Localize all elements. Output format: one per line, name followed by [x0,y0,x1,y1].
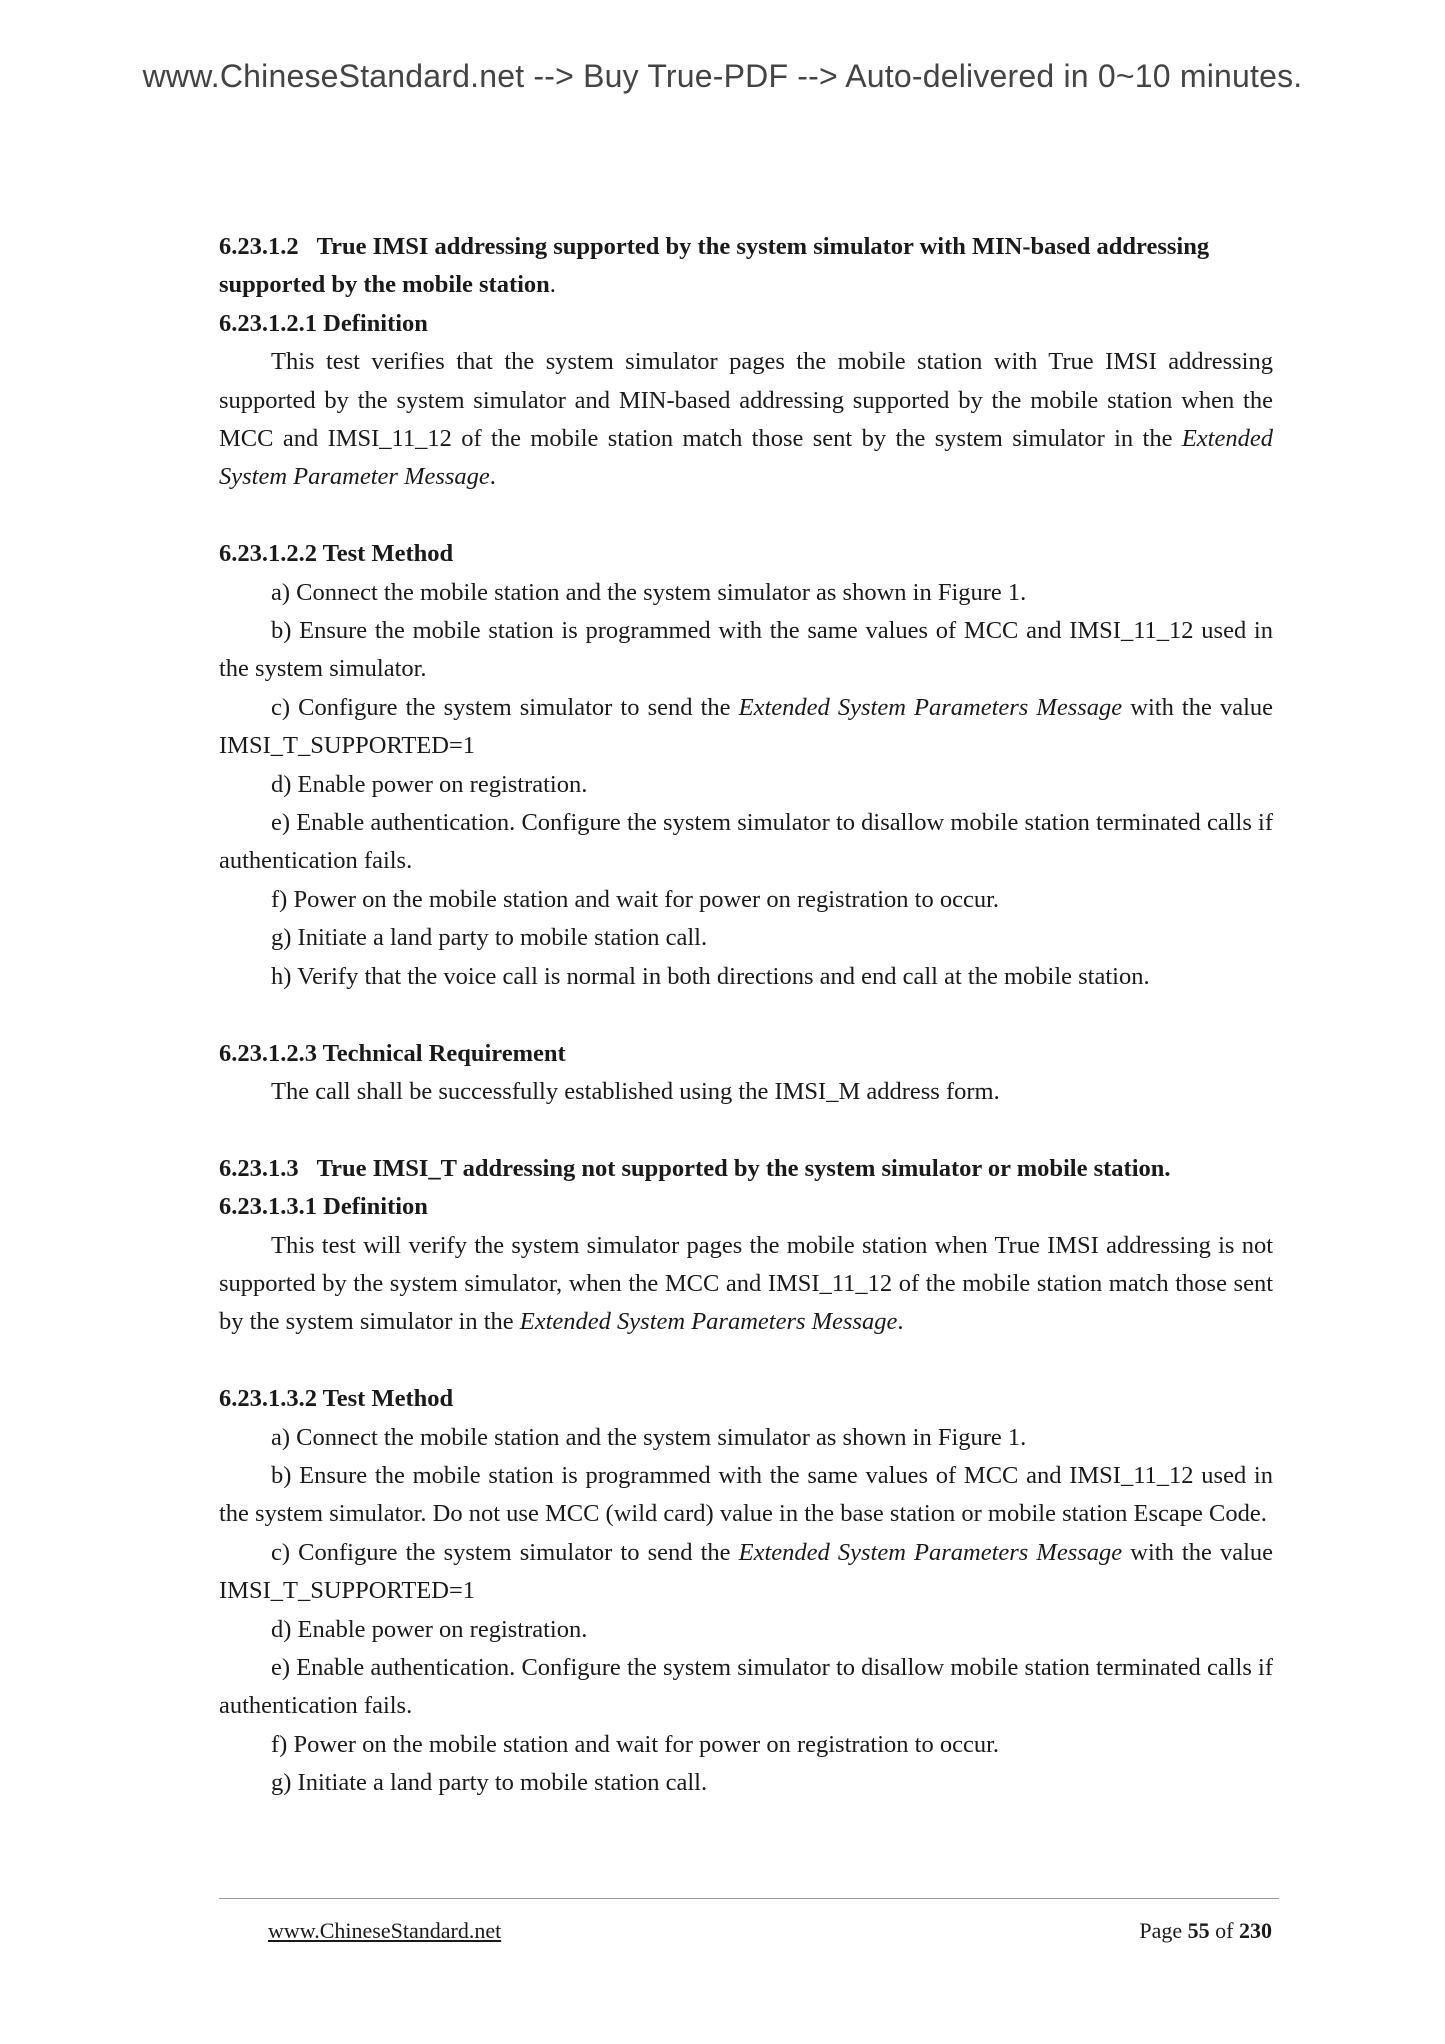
section-heading-6-23-1-2: 6.23.1.2 True IMSI addressing supported by the system simulator with MIN-based addressing supported by the mobile station. [219,233,1210,299]
step-h: h) Verify that the voice call is normal in both directions and end call at the mobile station. [271,962,1150,990]
header-banner: www.ChineseStandard.net --> Buy True-PDF --> Auto-delivered in 0~10 minutes. [142,58,1303,94]
definition-paragraph: This test verifies that the system simulator pages the mobile station with True IMSI addressing supported by the system simulator and MIN-based addressing supported by the mobile station when the MCC and IMSI_11_12 of the mobile station match those sent by the system simulator in the Extended System Parameter Message. [219,348,1273,491]
subheading-definition-2: 6.23.1.3.1 Definition [219,1193,428,1221]
step-f-2: f) Power on the mobile station and wait for power on registration to occur. [271,1730,1000,1758]
step-g: g) Initiate a land party to mobile station call. [271,924,708,952]
step-g-2: g) Initiate a land party to mobile station call. [271,1769,708,1797]
step-c-2: c) Configure the system simulator to send the Extended System Parameters Message with the value IMSI_T_SUPPORTED=1 [219,1538,1274,1605]
step-d-2: d) Enable power on registration. [271,1615,588,1643]
definition-paragraph-2: This test will verify the system simulator pages the mobile station when True IMSI addressing is not supported by the system simulator, when the MCC and IMSI_11_12 of the mobile station match those sent by the system simulator in the Extended System Parameters Message. [219,1231,1273,1336]
step-b: b) Ensure the mobile station is programmed with the same values of MCC and IMSI_11_12 used in the system simulator. [219,617,1273,683]
footer-site-link[interactable]: www.ChineseStandard.net [268,1918,502,1943]
subheading-definition: 6.23.1.2.1 Definition [219,309,428,337]
step-e: e) Enable authentication. Configure the system simulator to disallow mobile station terminated calls if authentication fails. [219,809,1273,875]
footer-divider [219,1898,1279,1899]
step-d: d) Enable power on registration. [271,770,588,798]
section-heading-6-23-1-3: 6.23.1.3 True IMSI_T addressing not supported by the system simulator or mobile station. [219,1154,1171,1182]
step-f: f) Power on the mobile station and wait for power on registration to occur. [271,885,1000,913]
step-a: a) Connect the mobile station and the system simulator as shown in Figure 1. [271,578,1027,606]
requirement-paragraph: The call shall be successfully established using the IMSI_M address form. [271,1077,1000,1105]
subheading-test-method: 6.23.1.2.2 Test Method [219,540,454,568]
step-e-2: e) Enable authentication. Configure the system simulator to disallow mobile station terminated calls if authentication fails. [219,1653,1273,1720]
step-b-2: b) Ensure the mobile station is programmed with the same values of MCC and IMSI_11_12 used in the system simulator. Do not use MCC (wild card) value in the base station or mobile station Escape Code. [219,1461,1273,1528]
page-footer [268,1918,1272,1944]
step-a-2: a) Connect the mobile station and the system simulator as shown in Figure 1. [271,1423,1027,1451]
subheading-technical-requirement: 6.23.1.2.3 Technical Requirement [219,1039,566,1067]
page-number: Page 55 of 230 [1139,1918,1272,1943]
document-body [219,228,1273,1803]
subheading-test-method-2: 6.23.1.3.2 Test Method [219,1385,454,1413]
step-c: c) Configure the system simulator to send the Extended System Parameters Message with the value IMSI_T_SUPPORTED=1 [219,693,1274,760]
